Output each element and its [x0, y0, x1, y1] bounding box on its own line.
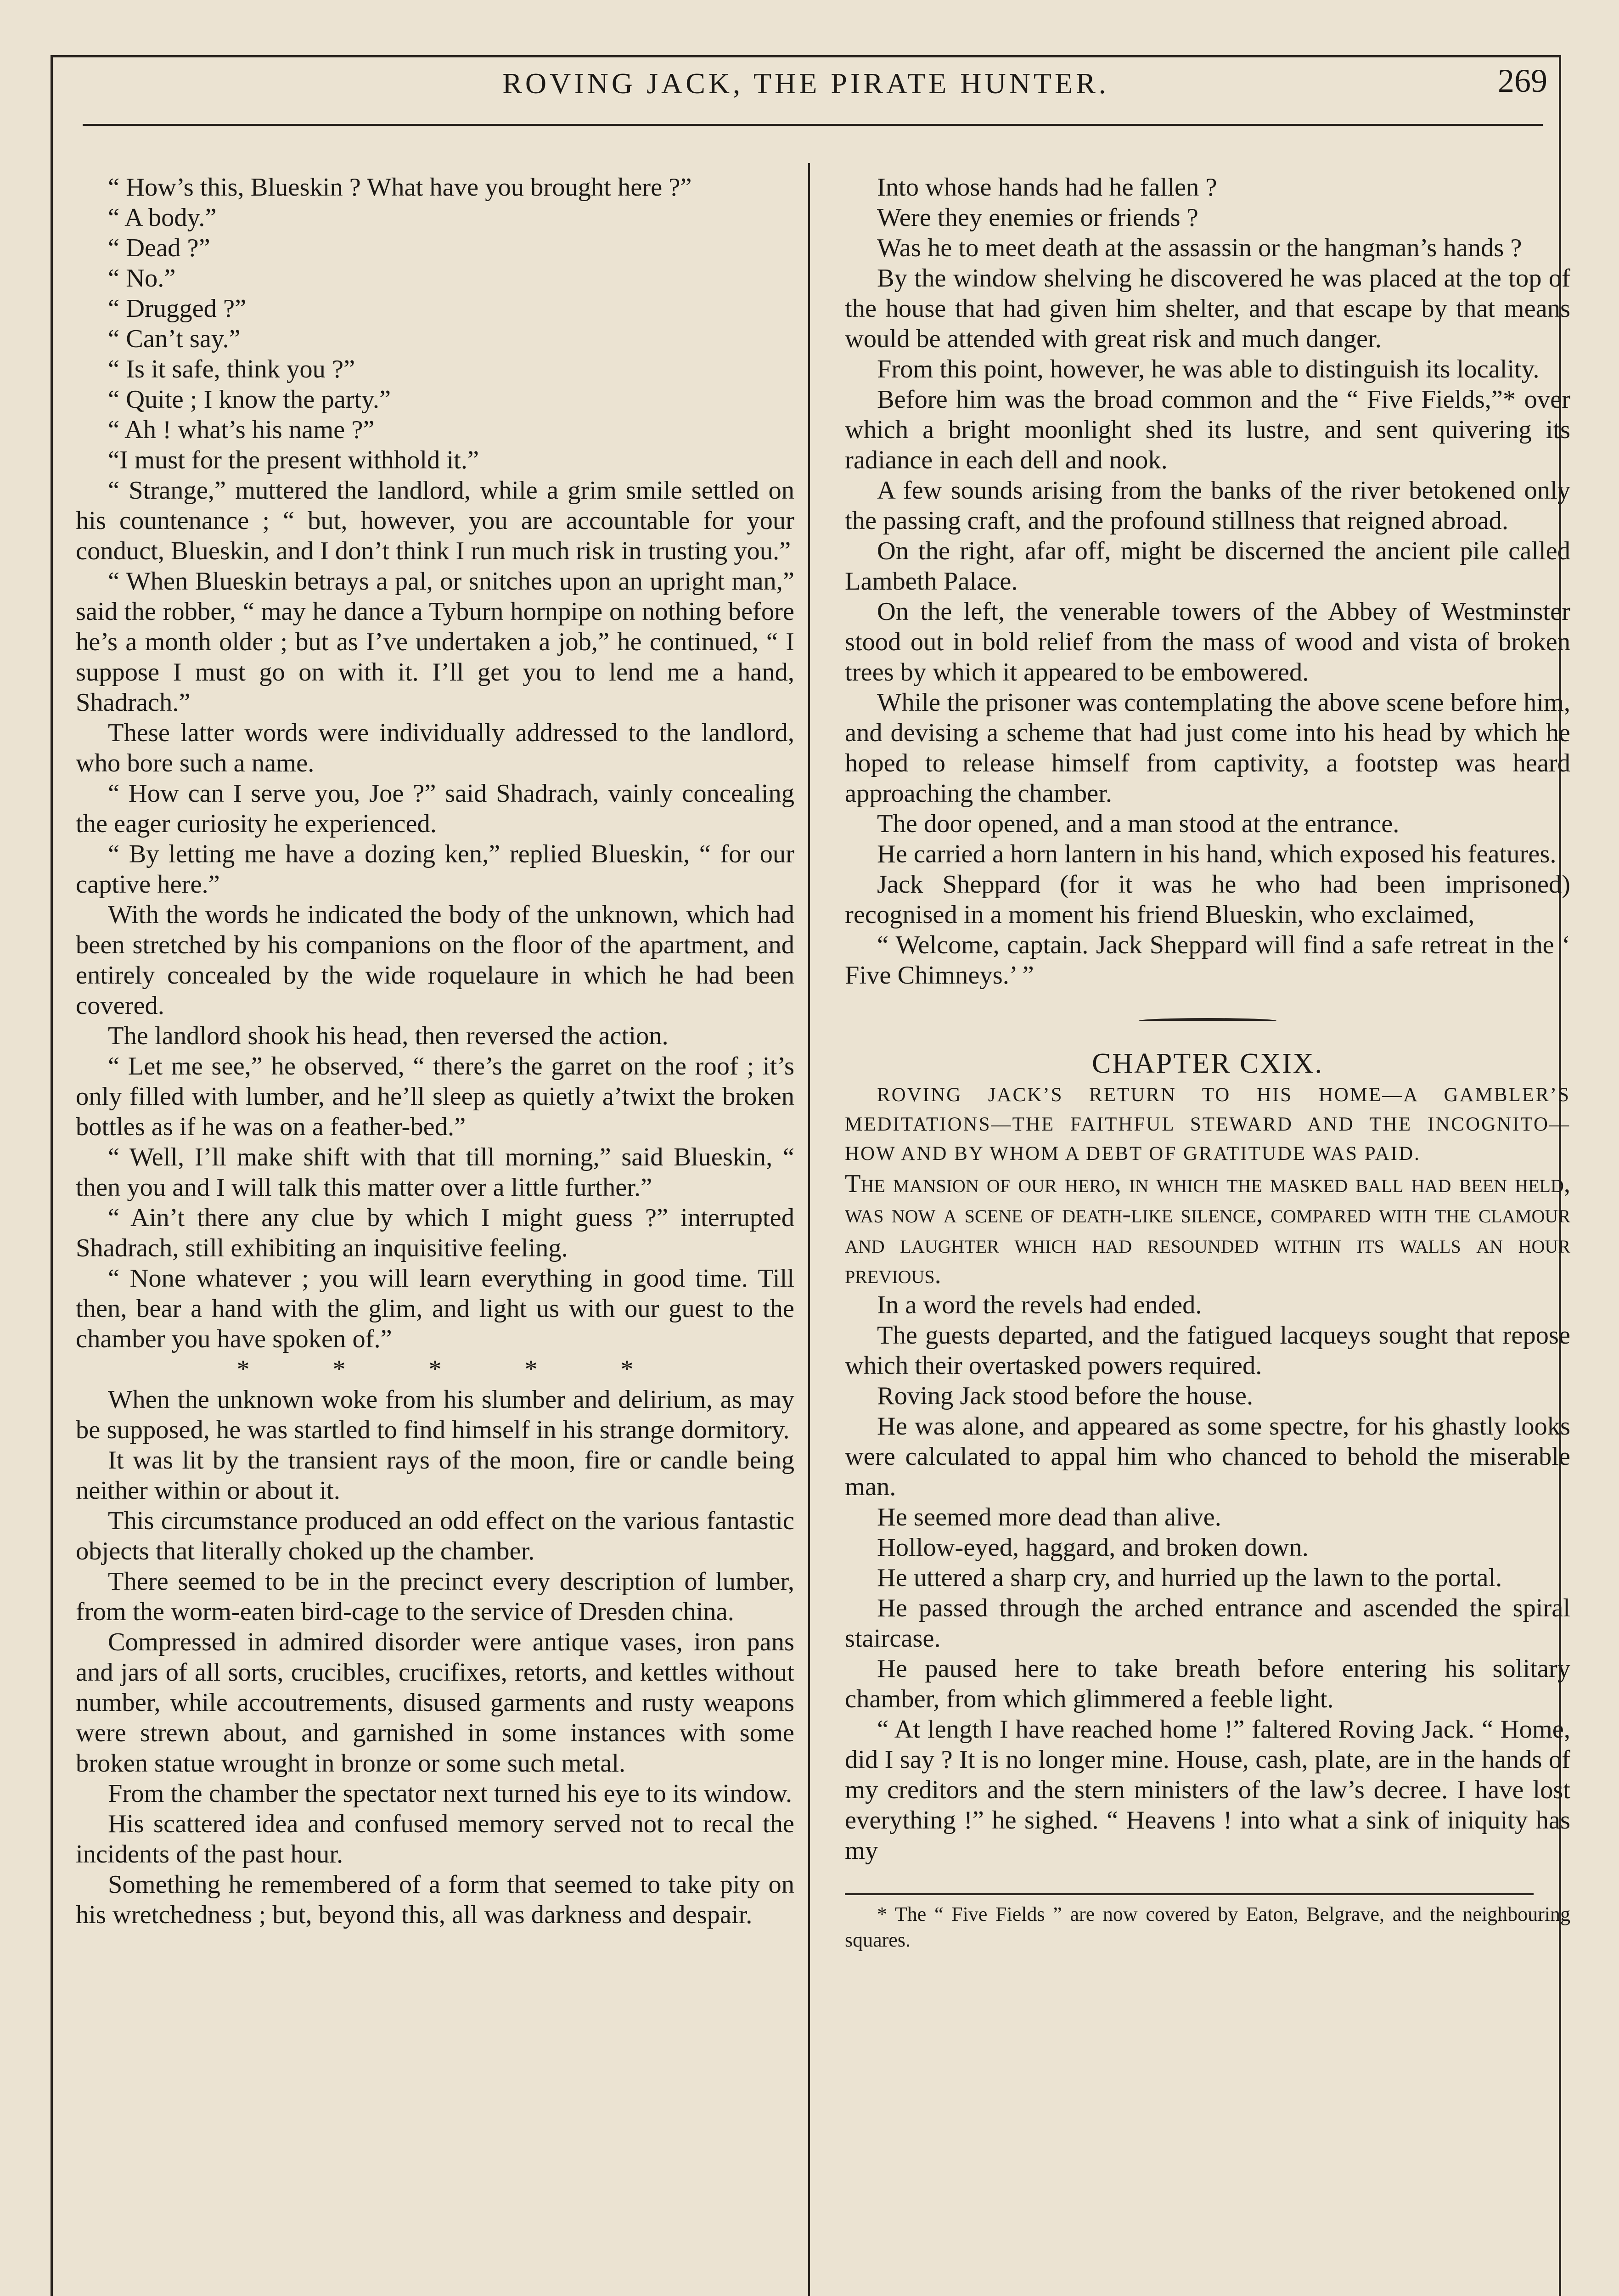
paragraph: “ Dead ?” [108, 234, 210, 262]
paragraph: These latter words were individually addressed to the landlord, who bore such a name. [76, 719, 794, 777]
star-glyph: * [236, 1355, 250, 1384]
paragraph: From the chamber the spectator next turned his eye to its window. [108, 1779, 793, 1808]
star-glyph: * [332, 1355, 346, 1384]
header-rule [83, 124, 1543, 126]
paragraph: “ By letting me have a dozing ken,” replied Blueskin, “ for our captive here.” [76, 840, 794, 899]
chapter-ornament-rule [1139, 1018, 1276, 1030]
paragraph: While the prisoner was contemplating the above scene before him, and devising a scheme that had just come into his head by which he hoped to release himself from captivity, a footstep was heard approaching the chamber. [845, 688, 1570, 808]
paragraph: A few sounds arising from the banks of the river betokened only the passing craft, and the profound stillness that reigned abroad. [845, 476, 1570, 535]
left-paragraphs [76, 172, 794, 1354]
right-paragraphs [845, 172, 1570, 990]
right-column [845, 172, 1570, 1953]
star-glyph: * [428, 1355, 442, 1384]
paragraph: He seemed more dead than alive. [877, 1503, 1221, 1531]
paragraph: Roving Jack stood before the house. [877, 1382, 1254, 1410]
paragraph: The mansion of our hero, in which the masked ball had been held, was now a scene of death-like silence, compared with the clamour and laughter which had resounded within its walls an hour previous. [845, 1170, 1570, 1289]
left-paragraphs-after-break [76, 1384, 794, 1930]
paragraph: “ No.” [108, 264, 176, 293]
right-paragraphs-chapter [845, 1169, 1570, 1866]
paragraph: “ How can I serve you, Joe ?” said Shadrach, vainly concealing the eager curiosity he experienced. [76, 779, 794, 838]
paragraph: With the words he indicated the body of the unknown, which had been stretched by his companions on the floor of the apartment, and entirely concealed by the wide roquelaure in which he had been covered. [76, 900, 794, 1020]
paragraph: “ Drugged ?” [108, 294, 247, 323]
star-glyph: * [620, 1355, 634, 1384]
paragraph: “ Let me see,” he observed, “ there’s the garret on the roof ; it’s only filled with lumber, and he’ll sleep as quietly a’twixt the broken bottles as if he was on a feather-bed.” [76, 1052, 794, 1141]
paragraph: Jack Sheppard (for it was he who had been imprisoned) recognised in a moment his friend Blueskin, who exclaimed, [845, 870, 1570, 929]
paragraph: This circumstance produced an odd effect on the various fantastic objects that literally choked up the chamber. [76, 1507, 794, 1565]
paragraph: “ Is it safe, think you ?” [108, 355, 355, 383]
column-divider [808, 163, 810, 2296]
paragraph: From this point, however, he was able to distinguish its locality. [877, 355, 1540, 383]
paragraph: “ Well, I’ll make shift with that till morning,” said Blueskin, “ then you and I will talk this matter over a little further.” [76, 1143, 794, 1202]
paragraph: On the right, afar off, might be discerned the ancient pile called Lambeth Palace. [845, 537, 1570, 596]
paragraph: Something he remembered of a form that seemed to take pity on his wretchedness ; but, beyond this, all was darkness and despair. [76, 1870, 794, 1929]
paragraph: “ Ah ! what’s his name ?” [108, 416, 375, 444]
paragraph: Were they enemies or friends ? [877, 203, 1198, 232]
paragraph: “ Can’t say.” [108, 325, 241, 353]
footnote-rule [845, 1893, 1534, 1895]
paragraph: “ When Blueskin betrays a pal, or snitches upon an upright man,” said the robber, “ may he dance a Tyburn hornpipe on nothing before he’s a month older ; but as I’ve undertaken a job,” he continued, “ I suppose I must go on with it. I’ll get you to lend me a hand, Shadrach.” [76, 567, 794, 717]
paragraph: Into whose hands had he fallen ? [877, 173, 1217, 202]
paragraph: His scattered idea and confused memory served not to recal the incidents of the past hour. [76, 1810, 794, 1868]
paragraph: “I must for the present withhold it.” [108, 446, 479, 474]
paragraph: He carried a horn lantern in his hand, which exposed his features. [877, 840, 1557, 868]
section-break-stars [76, 1354, 794, 1384]
paragraph: Was he to meet death at the assassin or the hangman’s hands ? [877, 234, 1522, 262]
paragraph: There seemed to be in the precinct every description of lumber, from the worm-eaten bird-cage to the service of Dresden china. [76, 1567, 794, 1626]
paragraph: “ Strange,” muttered the landlord, while a grim smile settled on his countenance ; “ but, however, you are accountable for your conduct, Blueskin, and I don’t think I run much risk in trusting you.” [76, 476, 794, 565]
paragraph: The door opened, and a man stood at the entrance. [877, 810, 1400, 838]
paragraph: He uttered a sharp cry, and hurried up the lawn to the portal. [877, 1564, 1502, 1592]
running-header [51, 62, 1561, 122]
paragraph: The landlord shook his head, then reversed the action. [108, 1022, 669, 1050]
footnote: * The “ Five Fields ” are now covered by Eaton, Belgrave, and the neighbouring squares. [845, 1903, 1570, 1951]
paragraph: The guests departed, and the fatigued lacqueys sought that repose which their overtasked powers required. [845, 1321, 1570, 1380]
book-page [51, 23, 1570, 2296]
paragraph: He was alone, and appeared as some spectre, for his ghastly looks were calculated to appal him who chanced to behold the miserable man. [845, 1412, 1570, 1501]
paragraph: He passed through the arched entrance and ascended the spiral staircase. [845, 1594, 1570, 1653]
paragraph: He paused here to take breath before entering his solitary chamber, from which glimmered a feeble light. [845, 1654, 1570, 1713]
paragraph: Compressed in admired disorder were antique vases, iron pans and jars of all sorts, crucibles, crucifixes, retorts, and kettles without number, while accoutrements, disused garments and rusty weapons were strewn about, and garnished in some instances with some broken statue wrought in bronze or some such metal. [76, 1628, 794, 1778]
paragraph: By the window shelving he discovered he was placed at the top of the house that had given him shelter, and that escape by that means would be attended with great risk and much danger. [845, 264, 1570, 353]
paragraph: In a word the revels had ended. [877, 1291, 1202, 1319]
running-title: ROVING JACK, THE PIRATE HUNTER. [502, 67, 1109, 100]
paragraph: “ Welcome, captain. Jack Sheppard will find a safe retreat in the ‘ Five Chimneys.’ ” [845, 931, 1570, 990]
paragraph: Before him was the broad common and the “ Five Fields,”* over which a bright moonlight shed its lustre, and sent quivering its radiance in each dell and nook. [845, 385, 1570, 474]
paragraph: On the left, the venerable towers of the Abbey of Westminster stood out in bold relief from the mass of wood and vista of broken trees by which it appeared to be embowered. [845, 597, 1570, 687]
paragraph: When the unknown woke from his slumber and delirium, as may be supposed, he was startled to find himself in his strange dormitory. [76, 1385, 794, 1444]
left-column [76, 172, 794, 1930]
page-number: 269 [1498, 62, 1547, 99]
paragraph: “ At length I have reached home !” faltered Roving Jack. “ Home, did I say ? It is no longer mine. House, cash, plate, are in the hands of my creditors and the stern ministers of the law’s decree. I have lost everything !” he sighed. “ Heavens ! into what a sink of iniquity has my [845, 1715, 1570, 1865]
paragraph: Hollow-eyed, haggard, and broken down. [877, 1533, 1309, 1562]
chapter-summary: ROVING JACK’S RETURN TO HIS HOME—A GAMBLER’S MEDITATIONS—THE FAITHFUL STEWARD AND THE INCOGNITO—HOW AND BY WHOM A DEBT OF GRATITUDE WAS PAID. [845, 1084, 1570, 1165]
paragraph: “ A body.” [108, 203, 217, 232]
paragraph: “ Quite ; I know the party.” [108, 385, 391, 414]
star-glyph: * [524, 1355, 538, 1384]
paragraph: “ None whatever ; you will learn everything in good time. Till then, bear a hand with the glim, and light us with our guest to the chamber you have spoken of.” [76, 1264, 794, 1353]
paragraph: “ How’s this, Blueskin ? What have you brought here ?” [108, 173, 692, 202]
chapter-heading: CHAPTER CXIX. [1091, 1048, 1324, 1079]
paragraph: It was lit by the transient rays of the moon, fire or candle being neither within or about it. [76, 1446, 794, 1505]
paragraph: “ Ain’t there any clue by which I might guess ?” interrupted Shadrach, still exhibiting an inquisitive feeling. [76, 1204, 794, 1262]
